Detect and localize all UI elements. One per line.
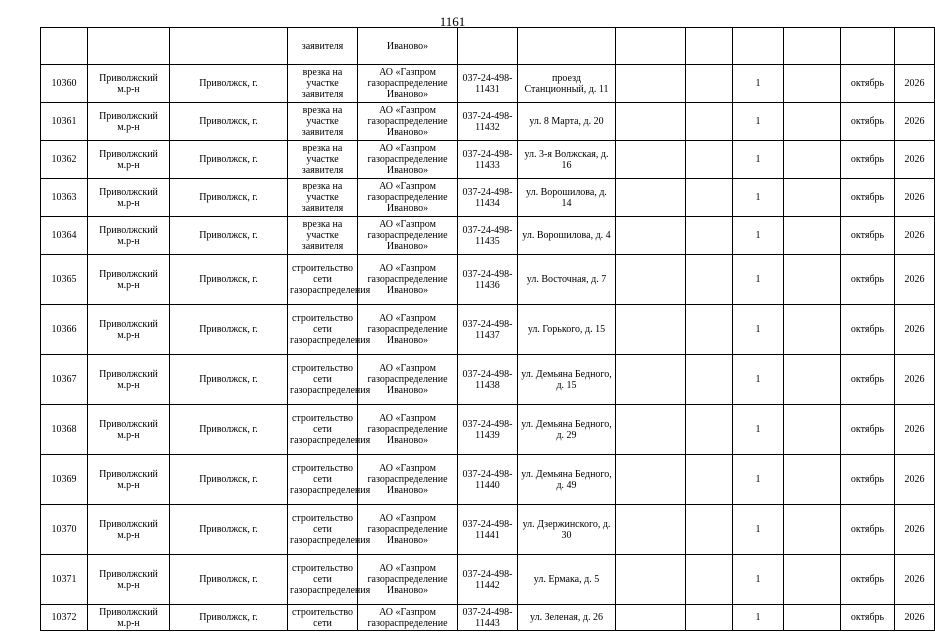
year-cell: 2026 — [895, 141, 935, 179]
empty-cell-9 — [686, 103, 733, 141]
settlement-cell: Приволжск, г. — [170, 141, 288, 179]
operator-cell: АО «Газпром газораспределение Иваново» — [358, 141, 458, 179]
district-cell: Приволжский м.р-н — [88, 455, 170, 505]
table-row-continuation — [41, 28, 935, 65]
empty-cell-8 — [616, 103, 686, 141]
month-cell — [841, 28, 895, 65]
work-type-cell: строительство сети газораспределения — [288, 355, 358, 405]
address-cell: ул. Ворошилова, д. 4 — [518, 217, 616, 255]
empty-cell-11 — [784, 141, 841, 179]
code-cell: 037-24-498-11432 — [458, 103, 518, 141]
empty-cell-11 — [784, 405, 841, 455]
operator-cell: АО «Газпром газораспределение Иваново» — [358, 255, 458, 305]
operator-cell: АО «Газпром газораспределение Иваново» — [358, 179, 458, 217]
operator-cell: АО «Газпром газораспределение Иваново» — [358, 355, 458, 405]
work-type-cell: заявителя — [288, 28, 358, 65]
empty-cell-8 — [616, 141, 686, 179]
row-number: 10361 — [41, 103, 88, 141]
district-cell: Приволжский м.р-н — [88, 505, 170, 555]
page-number: 1161 — [439, 14, 466, 29]
quantity-cell: 1 — [733, 217, 784, 255]
month-cell: октябрь — [841, 405, 895, 455]
work-type-cell: врезка на участке заявителя — [288, 103, 358, 141]
work-type-cell: строительство сети газораспределения — [288, 405, 358, 455]
month-cell: октябрь — [841, 555, 895, 605]
empty-cell-8 — [616, 179, 686, 217]
year-cell: 2026 — [895, 505, 935, 555]
row-number: 10368 — [41, 405, 88, 455]
operator-cell: Иваново» — [358, 28, 458, 65]
quantity-cell: 1 — [733, 65, 784, 103]
quantity-cell: 1 — [733, 141, 784, 179]
work-type-cell: строительство сети газораспределения — [288, 255, 358, 305]
empty-cell-9 — [686, 179, 733, 217]
row-number: 10363 — [41, 179, 88, 217]
year-cell: 2026 — [895, 455, 935, 505]
settlement-cell: Приволжск, г. — [170, 103, 288, 141]
row-number: 10366 — [41, 305, 88, 355]
month-cell: октябрь — [841, 505, 895, 555]
empty-cell-9 — [686, 217, 733, 255]
quantity-cell: 1 — [733, 355, 784, 405]
empty-cell-8 — [616, 28, 686, 65]
code-cell: 037-24-498-11440 — [458, 455, 518, 505]
row-number: 10371 — [41, 555, 88, 605]
settlement-cell: Приволжск, г. — [170, 405, 288, 455]
settlement-cell: Приволжск, г. — [170, 65, 288, 103]
quantity-cell — [733, 28, 784, 65]
address-cell — [518, 28, 616, 65]
district-cell: Приволжский м.р-н — [88, 555, 170, 605]
empty-cell-9 — [686, 28, 733, 65]
operator-cell: АО «Газпром газораспределение Иваново» — [358, 405, 458, 455]
year-cell — [895, 28, 935, 65]
code-cell: 037-24-498-11437 — [458, 305, 518, 355]
table-row — [41, 141, 935, 179]
work-type-cell: врезка на участке заявителя — [288, 179, 358, 217]
empty-cell-9 — [686, 605, 733, 631]
empty-cell-9 — [686, 405, 733, 455]
empty-cell-8 — [616, 605, 686, 631]
empty-cell-11 — [784, 455, 841, 505]
district-cell: Приволжский м.р-н — [88, 255, 170, 305]
year-cell: 2026 — [895, 405, 935, 455]
row-number: 10369 — [41, 455, 88, 505]
quantity-cell: 1 — [733, 305, 784, 355]
empty-cell-11 — [784, 103, 841, 141]
empty-cell-9 — [686, 355, 733, 405]
district-cell: Приволжский м.р-н — [88, 217, 170, 255]
code-cell — [458, 28, 518, 65]
code-cell: 037-24-498-11436 — [458, 255, 518, 305]
table-row — [41, 505, 935, 555]
district-cell: Приволжский м.р-н — [88, 141, 170, 179]
settlement-cell: Приволжск, г. — [170, 505, 288, 555]
code-cell: 037-24-498-11433 — [458, 141, 518, 179]
month-cell: октябрь — [841, 65, 895, 103]
table-row — [41, 555, 935, 605]
empty-cell-9 — [686, 65, 733, 103]
settlement-cell — [170, 28, 288, 65]
empty-cell-11 — [784, 217, 841, 255]
empty-cell-9 — [686, 141, 733, 179]
work-type-cell: врезка на участке заявителя — [288, 65, 358, 103]
month-cell: октябрь — [841, 179, 895, 217]
operator-cell: АО «Газпром газораспределение Иваново» — [358, 455, 458, 505]
year-cell: 2026 — [895, 555, 935, 605]
work-type-cell: строительство сети газораспределения — [288, 505, 358, 555]
work-type-cell: строительство сети газораспределения — [288, 305, 358, 355]
month-cell: октябрь — [841, 141, 895, 179]
settlement-cell: Приволжск, г. — [170, 255, 288, 305]
settlement-cell: Приволжск, г. — [170, 555, 288, 605]
empty-cell-9 — [686, 455, 733, 505]
address-cell: ул. Дзержинского, д. 30 — [518, 505, 616, 555]
district-cell: Приволжский м.р-н — [88, 65, 170, 103]
settlement-cell: Приволжск, г. — [170, 455, 288, 505]
work-type-cell: врезка на участке заявителя — [288, 217, 358, 255]
address-cell: ул. Демьяна Бедного, д. 29 — [518, 405, 616, 455]
table-row — [41, 65, 935, 103]
operator-cell: АО «Газпром газораспределение Иваново» — [358, 305, 458, 355]
month-cell: октябрь — [841, 605, 895, 631]
quantity-cell: 1 — [733, 605, 784, 631]
table-row — [41, 355, 935, 405]
settlement-cell: Приволжск, г. — [170, 355, 288, 405]
row-number: 10370 — [41, 505, 88, 555]
empty-cell-8 — [616, 217, 686, 255]
empty-cell-8 — [616, 355, 686, 405]
operator-cell: АО «Газпром газораспределение Иваново» — [358, 505, 458, 555]
year-cell: 2026 — [895, 217, 935, 255]
row-number: 10362 — [41, 141, 88, 179]
work-type-cell: строительство сети — [288, 605, 358, 631]
quantity-cell: 1 — [733, 405, 784, 455]
settlement-cell: Приволжск, г. — [170, 179, 288, 217]
row-number: 10367 — [41, 355, 88, 405]
code-cell: 037-24-498-11443 — [458, 605, 518, 631]
table-body — [41, 28, 935, 631]
work-type-cell: строительство сети газораспределения — [288, 555, 358, 605]
empty-cell-8 — [616, 455, 686, 505]
quantity-cell: 1 — [733, 505, 784, 555]
row-number: 10365 — [41, 255, 88, 305]
year-cell: 2026 — [895, 355, 935, 405]
year-cell: 2026 — [895, 255, 935, 305]
row-number — [41, 28, 88, 65]
month-cell: октябрь — [841, 455, 895, 505]
code-cell: 037-24-498-11434 — [458, 179, 518, 217]
month-cell: октябрь — [841, 103, 895, 141]
empty-cell-11 — [784, 555, 841, 605]
code-cell: 037-24-498-11438 — [458, 355, 518, 405]
district-cell: Приволжский м.р-н — [88, 355, 170, 405]
district-cell: Приволжский м.р-н — [88, 605, 170, 631]
empty-cell-11 — [784, 605, 841, 631]
address-cell: ул. Зеленая, д. 26 — [518, 605, 616, 631]
empty-cell-9 — [686, 555, 733, 605]
month-cell: октябрь — [841, 217, 895, 255]
empty-cell-11 — [784, 179, 841, 217]
operator-cell: АО «Газпром газораспределение Иваново» — [358, 103, 458, 141]
empty-cell-9 — [686, 255, 733, 305]
year-cell: 2026 — [895, 179, 935, 217]
operator-cell: АО «Газпром газораспределение Иваново» — [358, 555, 458, 605]
settlement-cell: Приволжск, г. — [170, 305, 288, 355]
quantity-cell: 1 — [733, 179, 784, 217]
gasification-table — [40, 27, 935, 631]
empty-cell-8 — [616, 305, 686, 355]
year-cell: 2026 — [895, 103, 935, 141]
code-cell: 037-24-498-11441 — [458, 505, 518, 555]
table-row — [41, 405, 935, 455]
year-cell: 2026 — [895, 605, 935, 631]
empty-cell-11 — [784, 65, 841, 103]
address-cell: ул. Горького, д. 15 — [518, 305, 616, 355]
quantity-cell: 1 — [733, 103, 784, 141]
empty-cell-11 — [784, 505, 841, 555]
empty-cell-8 — [616, 555, 686, 605]
empty-cell-9 — [686, 505, 733, 555]
quantity-cell: 1 — [733, 555, 784, 605]
address-cell: ул. Ермака, д. 5 — [518, 555, 616, 605]
quantity-cell: 1 — [733, 455, 784, 505]
table-row — [41, 217, 935, 255]
month-cell: октябрь — [841, 305, 895, 355]
code-cell: 037-24-498-11435 — [458, 217, 518, 255]
table-row — [41, 179, 935, 217]
code-cell: 037-24-498-11442 — [458, 555, 518, 605]
table-row — [41, 605, 935, 631]
settlement-cell: Приволжск, г. — [170, 605, 288, 631]
address-cell: проезд Станционный, д. 11 — [518, 65, 616, 103]
empty-cell-8 — [616, 405, 686, 455]
table-row — [41, 455, 935, 505]
district-cell: Приволжский м.р-н — [88, 103, 170, 141]
district-cell — [88, 28, 170, 65]
year-cell: 2026 — [895, 65, 935, 103]
quantity-cell: 1 — [733, 255, 784, 305]
code-cell: 037-24-498-11431 — [458, 65, 518, 103]
district-cell: Приволжский м.р-н — [88, 179, 170, 217]
address-cell: ул. 8 Марта, д. 20 — [518, 103, 616, 141]
address-cell: ул. Демьяна Бедного, д. 15 — [518, 355, 616, 405]
empty-cell-11 — [784, 305, 841, 355]
empty-cell-8 — [616, 65, 686, 103]
table-row — [41, 305, 935, 355]
table-row — [41, 103, 935, 141]
work-type-cell: врезка на участке заявителя — [288, 141, 358, 179]
empty-cell-9 — [686, 305, 733, 355]
settlement-cell: Приволжск, г. — [170, 217, 288, 255]
year-cell: 2026 — [895, 305, 935, 355]
row-number: 10360 — [41, 65, 88, 103]
empty-cell-11 — [784, 355, 841, 405]
address-cell: ул. Восточная, д. 7 — [518, 255, 616, 305]
address-cell: ул. Демьяна Бедного, д. 49 — [518, 455, 616, 505]
address-cell: ул. 3-я Волжская, д. 16 — [518, 141, 616, 179]
month-cell: октябрь — [841, 255, 895, 305]
work-type-cell: строительство сети газораспределения — [288, 455, 358, 505]
month-cell: октябрь — [841, 355, 895, 405]
operator-cell: АО «Газпром газораспределение — [358, 605, 458, 631]
code-cell: 037-24-498-11439 — [458, 405, 518, 455]
district-cell: Приволжский м.р-н — [88, 405, 170, 455]
empty-cell-11 — [784, 28, 841, 65]
empty-cell-8 — [616, 505, 686, 555]
district-cell: Приволжский м.р-н — [88, 305, 170, 355]
empty-cell-8 — [616, 255, 686, 305]
row-number: 10364 — [41, 217, 88, 255]
empty-cell-11 — [784, 255, 841, 305]
address-cell: ул. Ворошилова, д. 14 — [518, 179, 616, 217]
operator-cell: АО «Газпром газораспределение Иваново» — [358, 65, 458, 103]
row-number: 10372 — [41, 605, 88, 631]
table-row — [41, 255, 935, 305]
operator-cell: АО «Газпром газораспределение Иваново» — [358, 217, 458, 255]
